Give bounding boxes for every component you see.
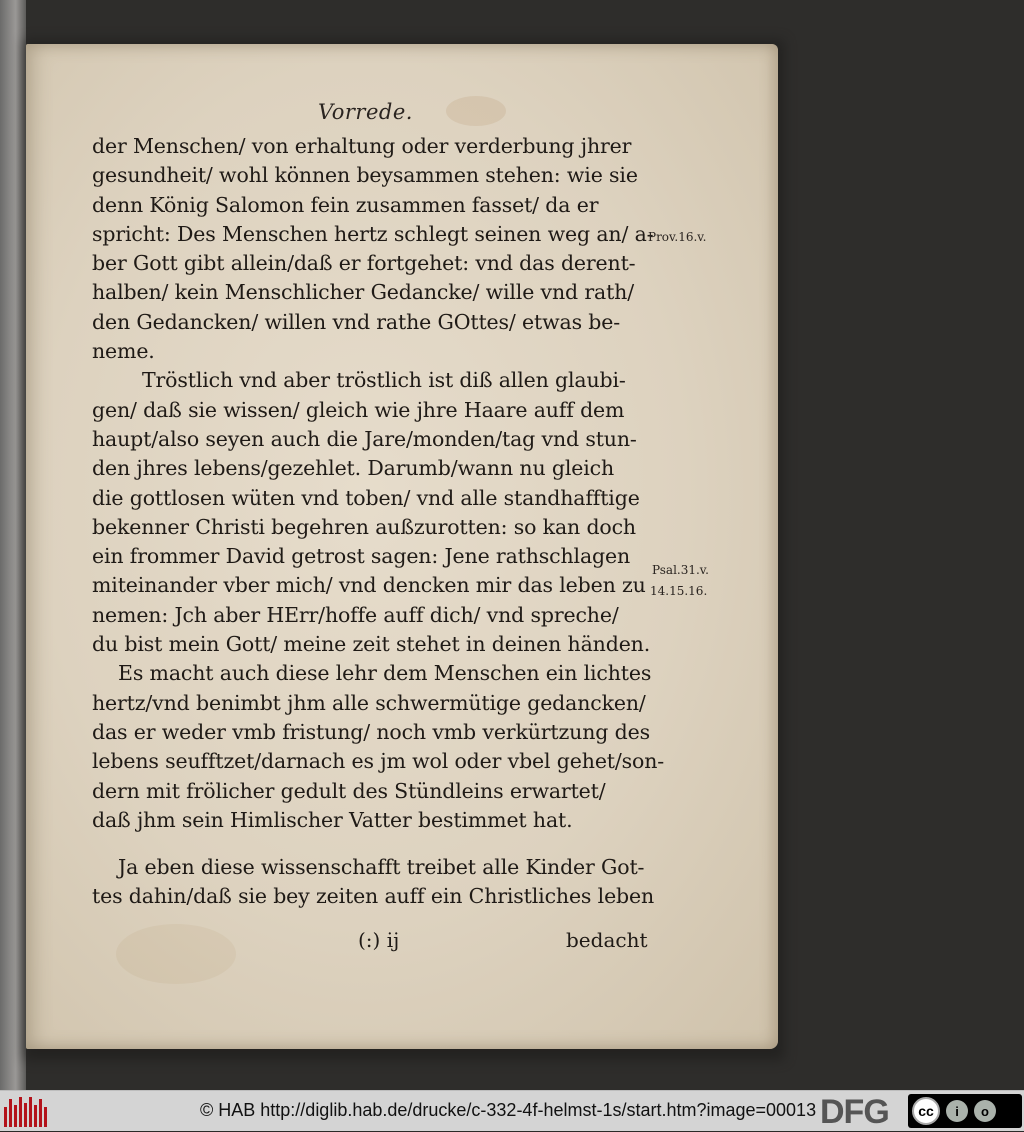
marginal-note-psal: Psal.31.v. xyxy=(652,563,709,577)
marginal-note-prov: Prov.16.v. xyxy=(648,230,707,244)
text-line: miteinander vber mich/ vnd dencken mir das leben zu xyxy=(92,573,646,598)
text-line: die gottlosen wüten vnd toben/ vnd alle standhafftige xyxy=(92,485,640,510)
sa-icon: o xyxy=(974,1100,996,1122)
text-line: denn König Salomon fein zusammen fasset/ da er xyxy=(92,192,599,217)
text-line: den Gedancken/ willen vnd rathe GOttes/ etwas be- xyxy=(92,309,621,334)
text-line: du bist mein Gott/ meine zeit stehet in deinen händen. xyxy=(92,632,651,657)
previous-page-edge xyxy=(0,0,26,1090)
text-line: hertz/vnd benimbt jhm alle schwermütige gedancken/ xyxy=(92,690,646,715)
text-line: lebens seufftzet/darnach es jm wol oder vbel gehet/son- xyxy=(92,749,665,774)
text-line: gen/ daß sie wissen/ gleich wie jhre Haare auff dem xyxy=(92,397,625,422)
paragraph-gap xyxy=(92,835,652,853)
text-line: ein frommer David getrost sagen: Jene rathschlagen xyxy=(92,544,631,569)
text-line: bekenner Christi begehren außzurotten: so kan doch xyxy=(92,514,636,539)
text-line: dern mit frölicher gedult des Stündleins erwartet/ xyxy=(92,778,606,803)
dfg-logo: DFG xyxy=(820,1093,889,1131)
paper-stain xyxy=(116,924,236,984)
text-line: neme. xyxy=(92,339,155,364)
text-line: daß jhm sein Himlischer Vatter bestimmet hat. xyxy=(92,807,573,832)
by-icon: i xyxy=(946,1100,968,1122)
text-line: Es macht auch diese lehr dem Menschen ein lichtes xyxy=(118,661,652,686)
text-line: halben/ kein Menschlicher Gedancke/ wille vnd rath/ xyxy=(92,280,634,305)
text-line: der Menschen/ von erhaltung oder verderbung jhrer xyxy=(92,134,632,158)
text-line: nemen: Jch aber HErr/hoffe auff dich/ vnd spreche/ xyxy=(92,602,619,627)
text-line: Ja eben diese wissenschafft treibet alle Kinder Got- xyxy=(118,855,645,880)
text-line: das er weder vmb fristung/ noch vmb verkürtzung des xyxy=(92,719,650,744)
page-text xyxy=(92,132,665,912)
signature-mark: (:) ij xyxy=(358,928,400,952)
hab-logo-icon xyxy=(4,1095,48,1127)
text-line: haupt/also seyen auch die Jare/monden/tag vnd stun- xyxy=(92,426,637,451)
text-line: ber Gott gibt allein/daß er fortgehet: vnd das derent- xyxy=(92,251,636,276)
text-line: spricht: Des Menschen hertz schlegt seinen weg an/ a- xyxy=(92,221,654,246)
text-line: den jhres lebens/gezehlet. Darumb/wann nu gleich xyxy=(92,456,615,481)
text-line: tes dahin/daß sie bey zeiten auff ein Christliches leben xyxy=(92,884,655,909)
cc-icon: cc xyxy=(912,1097,940,1125)
copyright-link[interactable]: © HAB http://diglib.hab.de/drucke/c-332-4f-helmst-1s/start.htm?image=00013 xyxy=(200,1100,817,1120)
cc-license-badge[interactable] xyxy=(908,1094,1022,1128)
text-line: Tröstlich vnd aber tröstlich ist diß allen glaubi- xyxy=(142,368,626,393)
footer-bar xyxy=(0,1090,1024,1131)
text-line: gesundheit/ wohl können beysammen stehen: wie sie xyxy=(92,163,638,188)
marginal-note-psal-verses: 14.15.16. xyxy=(650,584,708,598)
running-head: Vorrede. xyxy=(318,100,413,124)
catchword: bedacht xyxy=(566,928,648,952)
